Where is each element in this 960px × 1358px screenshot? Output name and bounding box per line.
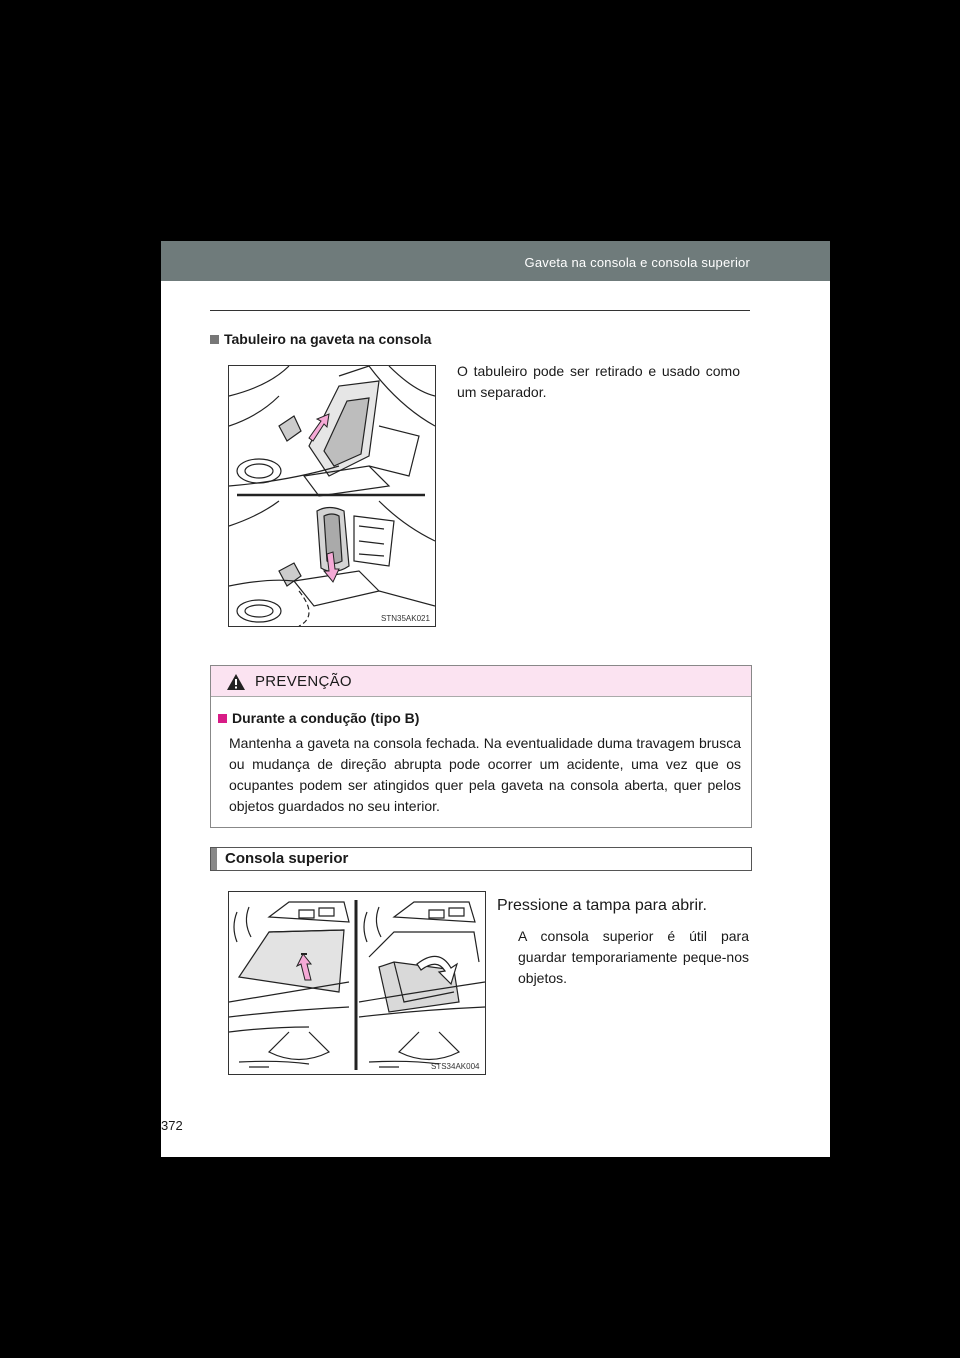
overhead-text: A consola superior é útil para guardar temporariamente peque-nos objetos. — [518, 928, 749, 986]
warning-text: Mantenha a gaveta na consola fechada. Na eventualidade duma travagem brusca ou mudança de direção abrupta pode ocorrer um acidente, uma vez que os ocupantes podem ser atingidos quer pela gaveta na consola aberta, quer pelos objetos guardados no seu interior. — [229, 735, 741, 814]
section-title-bar — [210, 847, 752, 871]
overhead-console-drawing — [229, 892, 485, 1074]
section-title: Consola superior — [225, 850, 349, 867]
warning-header — [211, 666, 751, 697]
warning-subheading — [218, 710, 419, 726]
warning-box — [210, 665, 752, 828]
overhead-figure-code: STS34AK004 — [431, 1062, 480, 1071]
manual-page — [161, 241, 830, 1157]
warning-triangle-icon — [226, 673, 246, 691]
tray-illustration-drawing — [229, 366, 435, 626]
pink-square-bullet-icon — [218, 714, 227, 723]
page-header — [161, 241, 830, 281]
top-rule — [210, 310, 750, 311]
tray-figure-code: STN35AK021 — [381, 614, 430, 623]
square-bullet-icon — [210, 335, 219, 344]
tray-heading — [210, 331, 431, 347]
tray-text: O tabuleiro pode ser retirado e usado como um separador. — [457, 363, 740, 400]
press-instruction: Pressione a tampa para abrir. — [497, 897, 707, 914]
tray-heading-text: Tabuleiro na gaveta na consola — [224, 331, 432, 347]
page-number: 372 — [161, 1118, 183, 1133]
warning-subheading-text: Durante a condução (tipo B) — [232, 710, 420, 726]
header-title: Gaveta na consola e consola superior — [524, 255, 750, 270]
tray-illustration — [228, 365, 436, 627]
overhead-console-illustration — [228, 891, 486, 1075]
warning-title: PREVENÇÃO — [255, 673, 352, 690]
